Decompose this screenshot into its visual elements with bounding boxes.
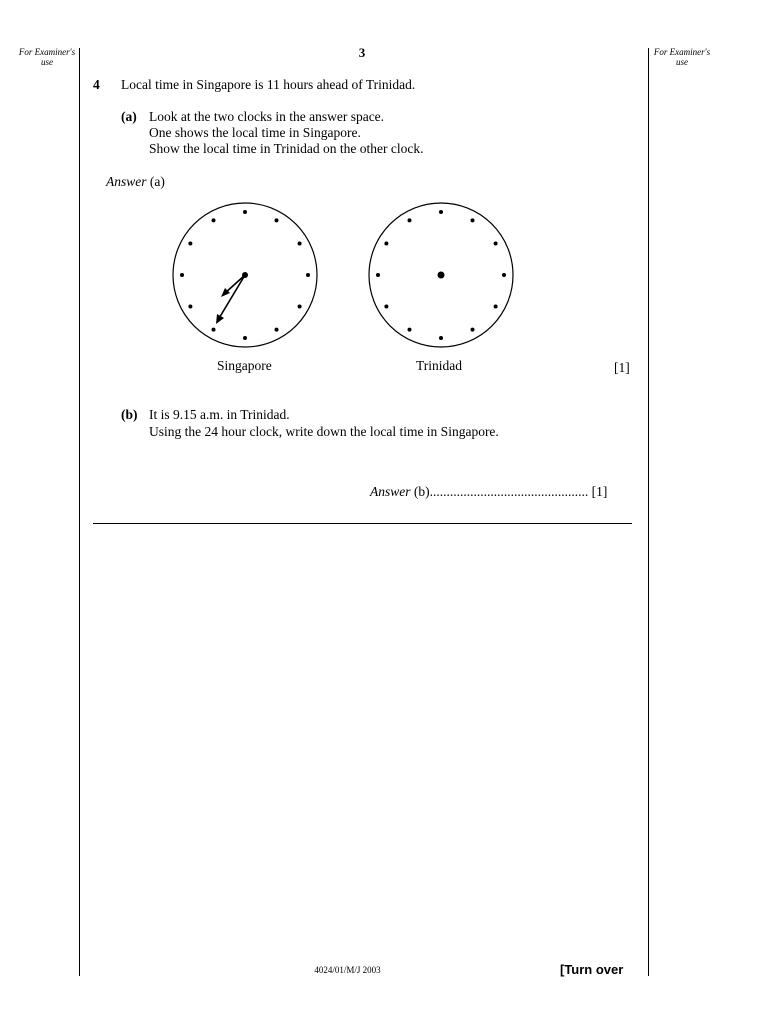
answer-a-ref: (a) (149, 174, 165, 189)
question-number: 4 (93, 77, 100, 92)
part-b-label: (b) (121, 407, 138, 422)
hour-dot (243, 210, 247, 214)
answer-b-word: Answer (370, 484, 411, 499)
answer-a-word: Answer (106, 174, 147, 189)
examiner-use-note-left: For Examiner's use (18, 47, 76, 67)
page-number: 3 (358, 45, 366, 60)
hour-dot (502, 273, 506, 277)
trinidad-clock[interactable] (356, 198, 536, 358)
hour-dot (408, 328, 412, 332)
singapore-clock (160, 198, 340, 358)
part-a-line-3: Show the local time in Trinidad on the other clock. (149, 141, 424, 156)
hour-dot (298, 305, 302, 309)
hour-dot (275, 328, 279, 332)
hour-dot (494, 305, 498, 309)
right-margin-line (648, 48, 649, 976)
hour-dot (212, 328, 216, 332)
hour-dot (188, 242, 192, 246)
part-b-line-2: Using the 24 hour clock, write down the local time in Singapore. (149, 424, 499, 439)
hour-dot (408, 218, 412, 222)
hour-dot (384, 242, 388, 246)
hour-dot (376, 273, 380, 277)
part-b-marks: [1] (591, 484, 608, 499)
question-stem: Local time in Singapore is 11 hours ahead of Trinidad. (121, 77, 416, 92)
hour-dot (471, 218, 475, 222)
footer-code: 4024/01/M/J 2003 (314, 965, 381, 975)
examiner-use-note-right: For Examiner's use (653, 47, 711, 67)
singapore-caption: Singapore (217, 358, 272, 373)
question-end-rule (93, 523, 632, 524)
answer-b-line[interactable] (370, 484, 607, 500)
hour-dot (471, 328, 475, 332)
left-margin-line (79, 48, 80, 976)
hour-dot (212, 218, 216, 222)
part-b-line-1: It is 9.15 a.m. in Trinidad. (149, 407, 290, 422)
trinidad-clock-center (438, 272, 445, 279)
hour-dot (494, 242, 498, 246)
answer-b-dots[interactable]: ............................................... (429, 484, 589, 499)
hour-dot (188, 305, 192, 309)
trinidad-caption: Trinidad (416, 358, 463, 373)
part-a-line-2: One shows the local time in Singapore. (149, 125, 361, 140)
hour-dot (306, 273, 310, 277)
singapore-minute-hand (216, 275, 245, 324)
hour-dot (439, 336, 443, 340)
part-a-line-1: Look at the two clocks in the answer space. (149, 109, 385, 124)
turn-over: [Turn over (560, 962, 624, 977)
answer-a-label (106, 174, 165, 190)
part-a-marks: [1] (614, 360, 630, 375)
hour-dot (439, 210, 443, 214)
hour-dot (384, 305, 388, 309)
hour-dot (243, 336, 247, 340)
hour-dot (180, 273, 184, 277)
hour-dot (275, 218, 279, 222)
answer-b-ref: (b) (413, 484, 430, 499)
part-a-label: (a) (121, 109, 137, 124)
hour-dot (298, 242, 302, 246)
